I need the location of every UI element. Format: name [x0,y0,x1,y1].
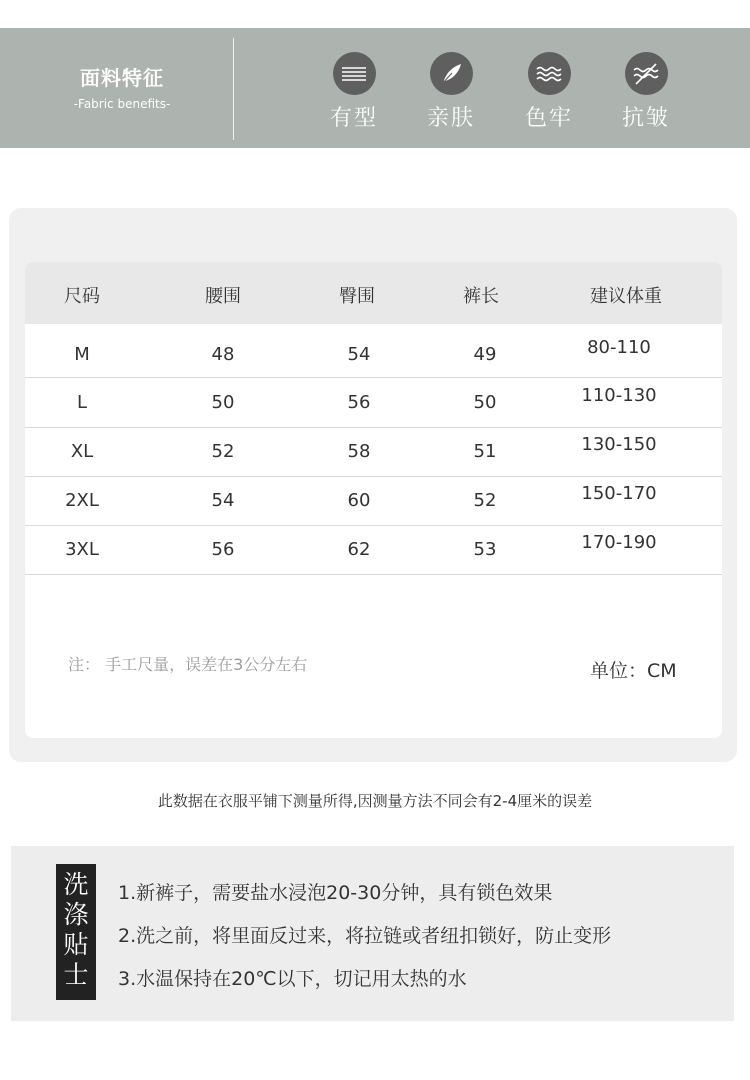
size-chart-card [25,262,722,738]
cell-waist: 52 [211,441,235,462]
tag-char: 涤 [63,900,89,929]
header-length: 裤长 [463,286,499,307]
cell-waist: 54 [211,490,235,511]
cell-hip: 58 [347,441,371,462]
benefit-label: 亲肤 [426,106,475,131]
cell-hip: 60 [347,490,371,511]
table-row [25,525,722,575]
banner-divider [233,38,234,140]
benefit-colorfast [509,52,589,132]
cell-waist: 48 [211,344,235,365]
lines-icon [333,52,376,95]
header-size: 尺码 [64,286,100,307]
fabric-title-block [42,62,202,111]
cell-size: 2XL [65,490,99,511]
benefit-shape [314,52,394,132]
table-row [25,324,722,378]
cell-length: 51 [473,441,497,462]
cell-size: M [74,344,90,365]
size-unit: 单位：CM [590,660,677,682]
benefit-label: 色牢 [524,106,573,131]
tag-char: 洗 [63,870,89,899]
fabric-subtitle: -Fabric benefits- [73,97,171,111]
size-note: 注： 手工尺量，误差在3公分左右 [68,655,308,674]
cell-length: 49 [473,344,497,365]
no-wrinkle-icon [625,52,668,95]
fabric-benefits-banner [0,28,750,148]
tag-char: 贴 [63,930,89,959]
benefit-label: 抗皱 [621,106,670,131]
table-row [25,378,722,428]
cell-weight: 170-190 [581,532,657,553]
fabric-title: 面料特征 [80,66,164,90]
cell-hip: 56 [347,392,371,413]
size-table-header [25,262,722,324]
cell-size: XL [70,441,94,462]
header-hip: 臀围 [339,286,375,307]
benefit-skin [411,52,491,132]
washing-tips-tag [56,864,96,1000]
cell-weight: 130-150 [581,434,657,455]
cell-length: 50 [473,392,497,413]
cell-weight: 110-130 [581,385,657,406]
header-weight: 建议体重 [590,286,662,307]
waves-icon [528,52,571,95]
measurement-caption: 此数据在衣服平铺下测量所得,因测量方法不同会有2-4厘米的误差 [157,792,593,810]
cell-hip: 54 [347,344,371,365]
header-waist: 腰围 [205,286,241,307]
cell-hip: 62 [347,539,371,560]
tip-item: 3.水温保持在20℃以下，切记用太热的水 [118,968,467,990]
benefit-label: 有型 [329,106,378,131]
tag-char: 士 [63,960,89,989]
cell-weight: 80-110 [587,337,651,358]
tip-item: 1.新裤子，需要盐水浸泡20-30分钟，具有锁色效果 [118,882,553,904]
tip-item: 2.洗之前，将里面反过来，将拉链或者纽扣锁好，防止变形 [118,925,612,947]
cell-size: L [76,392,88,413]
feather-icon [430,52,473,95]
cell-weight: 150-170 [581,483,657,504]
cell-length: 52 [473,490,497,511]
cell-length: 53 [473,539,497,560]
cell-waist: 56 [211,539,235,560]
table-row [25,427,722,477]
table-row [25,476,722,526]
cell-size: 3XL [65,539,99,560]
benefit-anti-wrinkle [606,52,686,132]
cell-waist: 50 [211,392,235,413]
